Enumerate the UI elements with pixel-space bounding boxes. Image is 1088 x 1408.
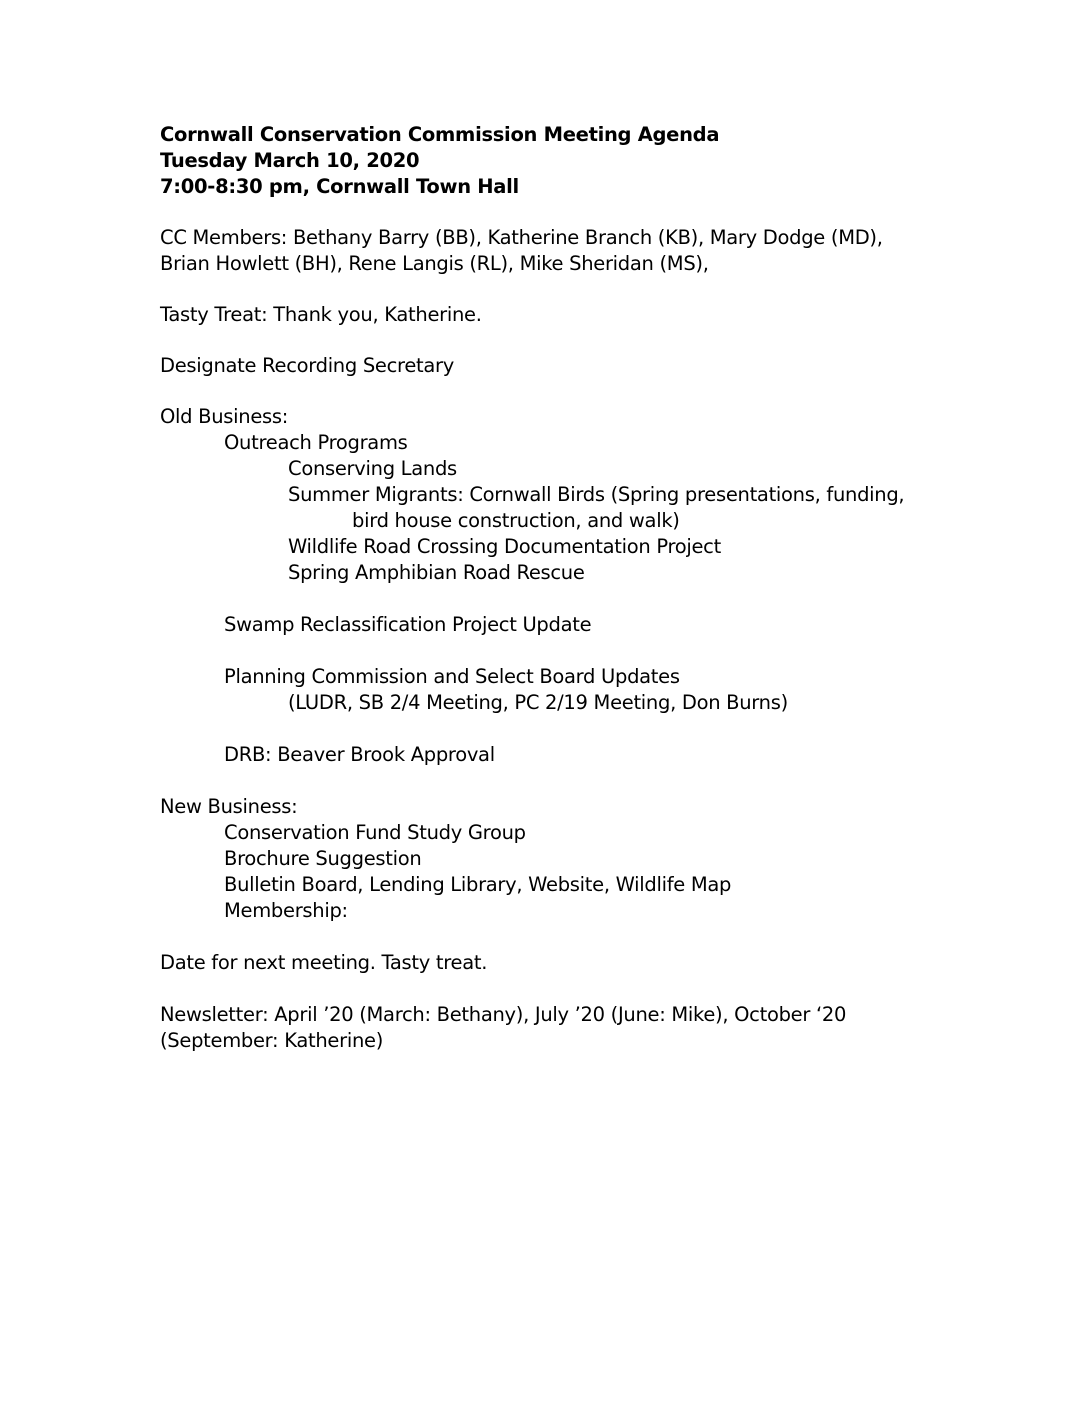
new-business-item: Conservation Fund Study Group xyxy=(224,821,526,844)
new-business-item: Bulletin Board, Lending Library, Website, Wildlife Map xyxy=(224,873,732,896)
new-business-item: Brochure Suggestion xyxy=(224,847,422,870)
outreach-item-continuation: bird house construction, and walk) xyxy=(352,509,680,532)
swamp-reclassification: Swamp Reclassification Project Update xyxy=(224,613,592,636)
outreach-item: Summer Migrants: Cornwall Birds (Spring presentations, funding, xyxy=(288,483,905,506)
meeting-date: Tuesday March 10, 2020 xyxy=(160,149,420,172)
planning-commission-detail: (LUDR, SB 2/4 Meeting, PC 2/19 Meeting, Don Burns) xyxy=(288,691,788,714)
agenda-content xyxy=(160,122,960,1054)
agenda-title: Cornwall Conservation Commission Meeting Agenda xyxy=(160,123,720,146)
outreach-programs-heading: Outreach Programs xyxy=(224,431,408,454)
old-business-heading: Old Business: xyxy=(160,405,289,428)
newsletter-line-2: (September: Katherine) xyxy=(160,1029,384,1052)
drb-approval: DRB: Beaver Brook Approval xyxy=(224,743,495,766)
outreach-item: Spring Amphibian Road Rescue xyxy=(288,561,585,584)
meeting-time-place: 7:00-8:30 pm, Cornwall Town Hall xyxy=(160,175,519,198)
new-business-heading: New Business: xyxy=(160,795,298,818)
new-business-item: Membership: xyxy=(224,899,348,922)
planning-commission-heading: Planning Commission and Select Board Updates xyxy=(224,665,680,688)
outreach-item: Wildlife Road Crossing Documentation Project xyxy=(288,535,721,558)
members-line-2: Brian Howlett (BH), Rene Langis (RL), Mike Sheridan (MS), xyxy=(160,252,709,275)
newsletter-line-1: Newsletter: April ’20 (March: Bethany), July ’20 (June: Mike), October ‘20 xyxy=(160,1003,847,1026)
outreach-item: Conserving Lands xyxy=(288,457,457,480)
designate-secretary: Designate Recording Secretary xyxy=(160,354,454,377)
members-line-1: CC Members: Bethany Barry (BB), Katherine Branch (KB), Mary Dodge (MD), xyxy=(160,226,883,249)
next-meeting: Date for next meeting. Tasty treat. xyxy=(160,951,488,974)
tasty-treat: Tasty Treat: Thank you, Katherine. xyxy=(160,303,482,326)
